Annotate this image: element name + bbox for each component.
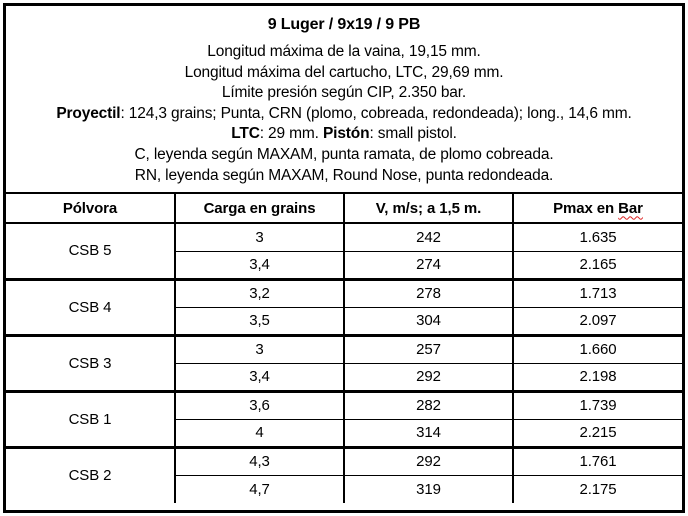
- info-line-leyenda-rn: RN, leyenda según MAXAM, Round Nose, punta redondeada.: [134, 166, 554, 184]
- velocity-cell: 278: [344, 279, 513, 307]
- col-header-polvora: Pólvora: [6, 193, 175, 223]
- proyectil-text: : 124,3 grains; Punta, CRN (plomo, cobreada, redondeada); long., 14,6 mm.: [120, 104, 632, 122]
- charge-cell: 4: [175, 419, 344, 447]
- powder-cell: CSB 1: [6, 391, 175, 447]
- pmax-cell: 1.761: [513, 447, 682, 475]
- velocity-cell: 282: [344, 391, 513, 419]
- col-header-velocidad: V, m/s; a 1,5 m.: [344, 193, 513, 223]
- charge-cell: 3,4: [175, 251, 344, 279]
- table-row: [6, 391, 682, 419]
- charge-cell: 3,4: [175, 363, 344, 391]
- table-header-row: [6, 193, 682, 223]
- document-frame: [3, 3, 685, 513]
- pmax-cell: 1.713: [513, 279, 682, 307]
- charge-cell: 3: [175, 335, 344, 363]
- charge-cell: 3: [175, 223, 344, 251]
- info-line-cartucho: Longitud máxima del cartucho, LTC, 29,69 mm.: [184, 63, 504, 81]
- pmax-cell: 2.175: [513, 475, 682, 503]
- charge-cell: 4,3: [175, 447, 344, 475]
- ltc-label: LTC: [231, 125, 260, 143]
- page-title: 9 Luger / 9x19 / 9 PB: [267, 16, 421, 33]
- load-data-table: [6, 192, 682, 503]
- velocity-cell: 274: [344, 251, 513, 279]
- cartridge-info-block: [6, 6, 682, 186]
- piston-text: : small pistol.: [369, 125, 457, 143]
- info-line-proyectil: [6, 104, 682, 125]
- velocity-cell: 292: [344, 447, 513, 475]
- charge-cell: 4,7: [175, 475, 344, 503]
- pmax-cell: 1.660: [513, 335, 682, 363]
- charge-cell: 3,5: [175, 307, 344, 335]
- ltc-text: : 29 mm.: [259, 125, 323, 143]
- powder-cell: CSB 3: [6, 335, 175, 391]
- velocity-cell: 304: [344, 307, 513, 335]
- charge-cell: 3,6: [175, 391, 344, 419]
- velocity-cell: 314: [344, 419, 513, 447]
- powder-cell: CSB 2: [6, 447, 175, 503]
- pmax-label: Pmax en: [553, 199, 619, 217]
- powder-cell: CSB 4: [6, 279, 175, 335]
- pmax-cell: 2.165: [513, 251, 682, 279]
- powder-cell: CSB 5: [68, 242, 112, 260]
- table-row: [6, 335, 682, 363]
- col-header-pmax: [513, 193, 682, 223]
- velocity-cell: 242: [344, 223, 513, 251]
- table-row: [6, 279, 682, 307]
- pmax-cell: 1.635: [513, 223, 682, 251]
- velocity-cell: 292: [344, 363, 513, 391]
- info-line-ltc-piston: [6, 124, 682, 145]
- proyectil-label: Proyectil: [56, 104, 121, 122]
- velocity-cell: 319: [344, 475, 513, 503]
- pmax-cell: 1.739: [513, 391, 682, 419]
- info-line-vaina: Longitud máxima de la vaina, 19,15 mm.: [207, 43, 481, 60]
- info-line-leyenda-c: C, leyenda según MAXAM, punta ramata, de plomo cobreada.: [134, 145, 554, 163]
- charge-cell: 3,2: [175, 279, 344, 307]
- col-header-carga: Carga en grains: [175, 193, 344, 223]
- table-row: [6, 447, 682, 475]
- info-line-presion-cip: Límite presión según CIP, 2.350 bar.: [221, 84, 467, 102]
- pmax-cell: 2.198: [513, 363, 682, 391]
- piston-label: Pistón: [322, 125, 370, 143]
- pmax-cell: 2.097: [513, 307, 682, 335]
- velocity-cell: 257: [344, 335, 513, 363]
- table-row: [6, 223, 682, 251]
- pmax-cell: 2.215: [513, 419, 682, 447]
- pmax-flagged-word: Bar: [618, 199, 643, 217]
